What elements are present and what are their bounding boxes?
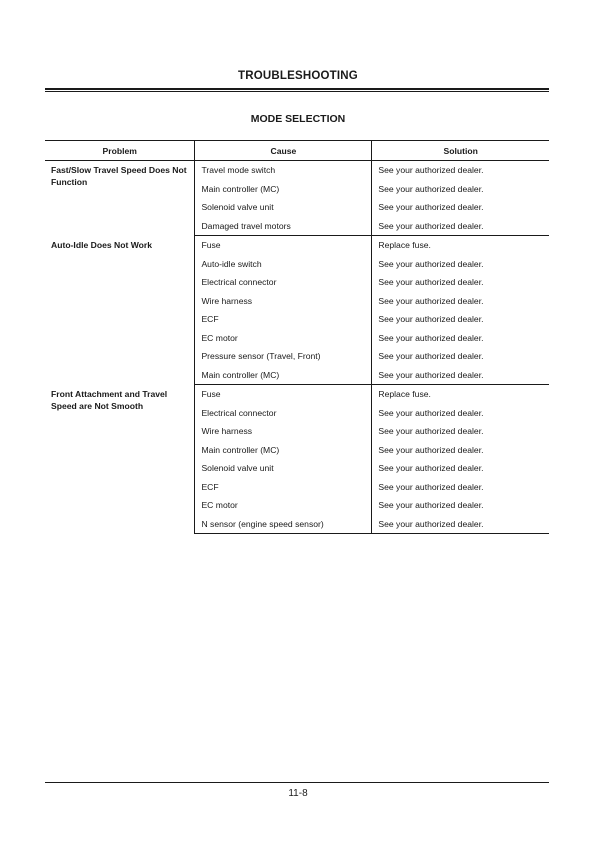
solution-cell: See your authorized dealer. xyxy=(378,426,484,437)
cause-cell: Main controller (MC) xyxy=(195,180,372,199)
cause-cell: Fuse xyxy=(195,385,372,404)
solution-cell: See your authorized dealer. xyxy=(378,407,484,418)
solution-cell: Replace fuse. xyxy=(378,240,431,251)
cause-cell: Electrical connector xyxy=(195,404,372,423)
solution-cell: See your authorized dealer. xyxy=(378,295,484,306)
solution-cell: See your authorized dealer. xyxy=(378,351,484,362)
column-header-problem: Problem xyxy=(45,141,195,161)
solution-cell: See your authorized dealer. xyxy=(378,500,484,511)
cause-cell: EC motor xyxy=(195,496,372,515)
table-row xyxy=(45,161,549,180)
cause-cell: ECF xyxy=(195,478,372,497)
cause-cell: N sensor (engine speed sensor) xyxy=(195,515,372,534)
solution-cell: See your authorized dealer. xyxy=(378,258,484,269)
solution-cell: See your authorized dealer. xyxy=(372,515,549,534)
cause-cell: ECF xyxy=(195,310,372,329)
solution-cell: See your authorized dealer. xyxy=(378,332,484,343)
problem-cell: Front Attachment and Travel Speed are Not Smooth xyxy=(45,385,195,534)
cause-cell: Solenoid valve unit xyxy=(195,198,372,217)
title-rule-thin xyxy=(45,91,549,92)
problem-cell: Fast/Slow Travel Speed Does Not Function xyxy=(45,161,195,236)
cause-cell: Travel mode switch xyxy=(195,161,372,180)
solution-cell: See your authorized dealer. xyxy=(372,217,549,236)
page-title: TROUBLESHOOTING xyxy=(238,70,358,82)
cause-cell: Main controller (MC) xyxy=(195,441,372,460)
column-header-cause: Cause xyxy=(195,141,372,161)
page-number: 11-8 xyxy=(288,788,308,799)
cause-cell: Pressure sensor (Travel, Front) xyxy=(195,347,372,366)
solution-cell: See your authorized dealer. xyxy=(378,277,484,288)
footer-rule xyxy=(45,782,549,783)
cause-cell: Damaged travel motors xyxy=(195,217,372,236)
cause-cell: EC motor xyxy=(195,329,372,348)
cause-cell: Fuse xyxy=(195,236,372,255)
solution-cell: See your authorized dealer. xyxy=(372,366,549,385)
table-header-row xyxy=(45,141,549,161)
cause-cell: Main controller (MC) xyxy=(195,366,372,385)
table-row xyxy=(45,236,549,255)
table-row xyxy=(45,385,549,404)
solution-cell: See your authorized dealer. xyxy=(378,444,484,455)
column-header-solution: Solution xyxy=(372,141,549,161)
solution-cell: See your authorized dealer. xyxy=(378,165,484,176)
cause-cell: Auto-idle switch xyxy=(195,255,372,274)
cause-cell: Wire harness xyxy=(195,422,372,441)
cause-cell: Solenoid valve unit xyxy=(195,459,372,478)
section-title: MODE SELECTION xyxy=(250,113,346,125)
troubleshooting-table xyxy=(45,140,549,534)
solution-cell: See your authorized dealer. xyxy=(378,481,484,492)
cause-cell: Electrical connector xyxy=(195,273,372,292)
problem-cell: Auto-Idle Does Not Work xyxy=(45,236,195,385)
solution-cell: See your authorized dealer. xyxy=(378,463,484,474)
cause-cell: Wire harness xyxy=(195,292,372,311)
solution-cell: See your authorized dealer. xyxy=(378,202,484,213)
solution-cell: See your authorized dealer. xyxy=(378,314,484,325)
solution-cell: See your authorized dealer. xyxy=(378,183,484,194)
title-rule xyxy=(45,88,549,90)
solution-cell: Replace fuse. xyxy=(378,389,431,400)
table-body xyxy=(45,161,549,534)
